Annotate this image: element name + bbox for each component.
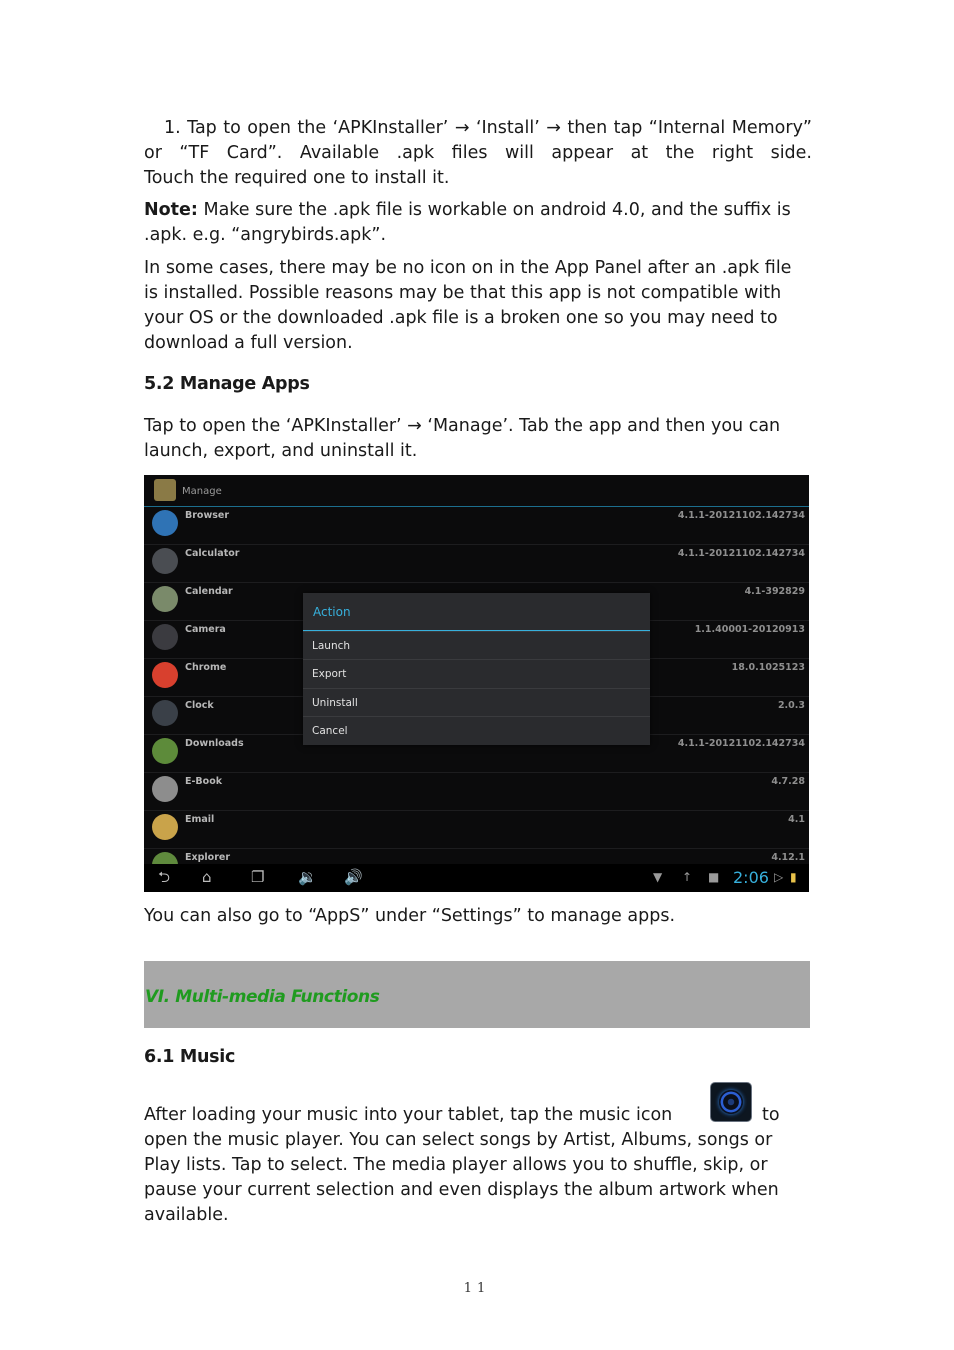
- back-icon[interactable]: ⮌: [158, 868, 171, 886]
- also-paragraph: You can also go to “AppS” under “Settings” to manage apps.: [144, 906, 676, 926]
- step1-tail-text: Touch the required one to install it.: [144, 168, 450, 188]
- note-label: Note:: [144, 200, 198, 220]
- speaker-icon: [719, 1090, 743, 1114]
- app-name: Browser: [185, 510, 230, 521]
- recent-apps-icon[interactable]: ❐: [251, 868, 265, 886]
- some-cases-paragraph: In some cases, there may be no icon on in the App Panel after an .apk file is installed. Possible reasons may be that this app is not compatible with your OS or the downloaded .apk file is a broken one so you may need to download a full version.: [144, 258, 792, 353]
- manage-paragraph: Tap to open the ‘APKInstaller’ → ‘Manage’. Tab the app and then you can launch, export, and uninstall it.: [144, 416, 781, 461]
- heading-manage-apps: 5.2 Manage Apps: [144, 374, 310, 394]
- music-intro-text: After loading your music into your tablet, tap the music icon: [144, 1105, 673, 1125]
- apkinstaller-icon: [154, 479, 176, 501]
- usb-icon: ↑: [682, 870, 693, 884]
- page-number: 11: [463, 1281, 491, 1296]
- book-icon: [152, 776, 178, 802]
- dialog-title: Action: [313, 605, 351, 619]
- status-clock: 2:06: [733, 868, 769, 887]
- system-bar: [144, 864, 809, 892]
- action-bar: [144, 475, 809, 507]
- globe-icon: [152, 510, 178, 536]
- action-bar-title: Manage: [182, 486, 222, 497]
- signal-icon: ▷: [774, 870, 784, 884]
- app-version: 4.1-392829: [744, 586, 805, 597]
- app-version: 1.1.40001-20120913: [694, 624, 805, 635]
- download-icon: [152, 738, 178, 764]
- volume-down-icon[interactable]: 🔉: [298, 868, 317, 886]
- dialog-item-uninstall[interactable]: Uninstall: [303, 688, 650, 716]
- home-icon[interactable]: ⌂: [202, 868, 212, 886]
- android-debug-icon: ■: [708, 870, 720, 884]
- app-name: E-Book: [185, 776, 223, 787]
- app-name: Calendar: [185, 586, 233, 597]
- music-app-icon: [710, 1082, 752, 1122]
- app-version: 4.1.1-20121102.142734: [677, 548, 805, 559]
- battery-icon: ▮: [790, 870, 797, 884]
- section-band: [144, 961, 810, 1028]
- app-row[interactable]: [144, 810, 809, 849]
- app-row[interactable]: [144, 544, 809, 583]
- volume-up-icon[interactable]: 🔊: [344, 868, 363, 886]
- app-name: Camera: [185, 624, 226, 635]
- wifi-icon: ▼: [653, 870, 663, 884]
- dialog-item-export[interactable]: Export: [303, 659, 650, 687]
- calculator-icon: [152, 548, 178, 574]
- section-title: VI. Multi-media Functions: [145, 987, 380, 1007]
- email-icon: [152, 814, 178, 840]
- app-version: 4.7.28: [771, 776, 805, 787]
- calendar-icon: [152, 586, 178, 612]
- app-version: 2.0.3: [777, 700, 805, 711]
- music-to-text: to: [762, 1105, 780, 1125]
- app-row[interactable]: [144, 772, 809, 811]
- app-name: Email: [185, 814, 215, 825]
- app-name: Explorer: [185, 852, 231, 863]
- action-dialog: [303, 593, 650, 745]
- app-version: 4.1: [788, 814, 805, 825]
- clock-icon: [152, 700, 178, 726]
- camera-icon: [152, 624, 178, 650]
- music-paragraph: open the music player. You can select songs by Artist, Albums, songs or Play lists. Tap to select. The media player allows you to shuffle, skip, or pause your current selection and even displays the album artwork when available.: [144, 1130, 779, 1225]
- manage-apps-screenshot: [144, 475, 809, 892]
- note-text: Make sure the .apk file is workable on android 4.0, and the suffix is .apk. e.g. “angrybirds.apk”.: [144, 200, 791, 245]
- app-name: Chrome: [185, 662, 227, 673]
- dialog-item-cancel[interactable]: Cancel: [303, 716, 650, 744]
- step1-text: 1. Tap to open the ‘APKInstaller’ → ‘Install’ → then tap “Internal Memory” or “TF Card”. Available .apk files will appear at the right side.: [144, 118, 812, 163]
- app-row[interactable]: [144, 506, 809, 545]
- app-name: Calculator: [185, 548, 240, 559]
- note-paragraph: [144, 198, 804, 248]
- app-version: 4.1.1-20121102.142734: [677, 510, 805, 521]
- dialog-item-launch[interactable]: Launch: [303, 631, 650, 659]
- chrome-icon: [152, 662, 178, 688]
- app-version: 18.0.1025123: [731, 662, 805, 673]
- app-name: Downloads: [185, 738, 244, 749]
- app-version: 4.1.1-20121102.142734: [677, 738, 805, 749]
- app-name: Clock: [185, 700, 214, 711]
- heading-music: 6.1 Music: [144, 1047, 236, 1067]
- app-version: 4.12.1: [771, 852, 805, 863]
